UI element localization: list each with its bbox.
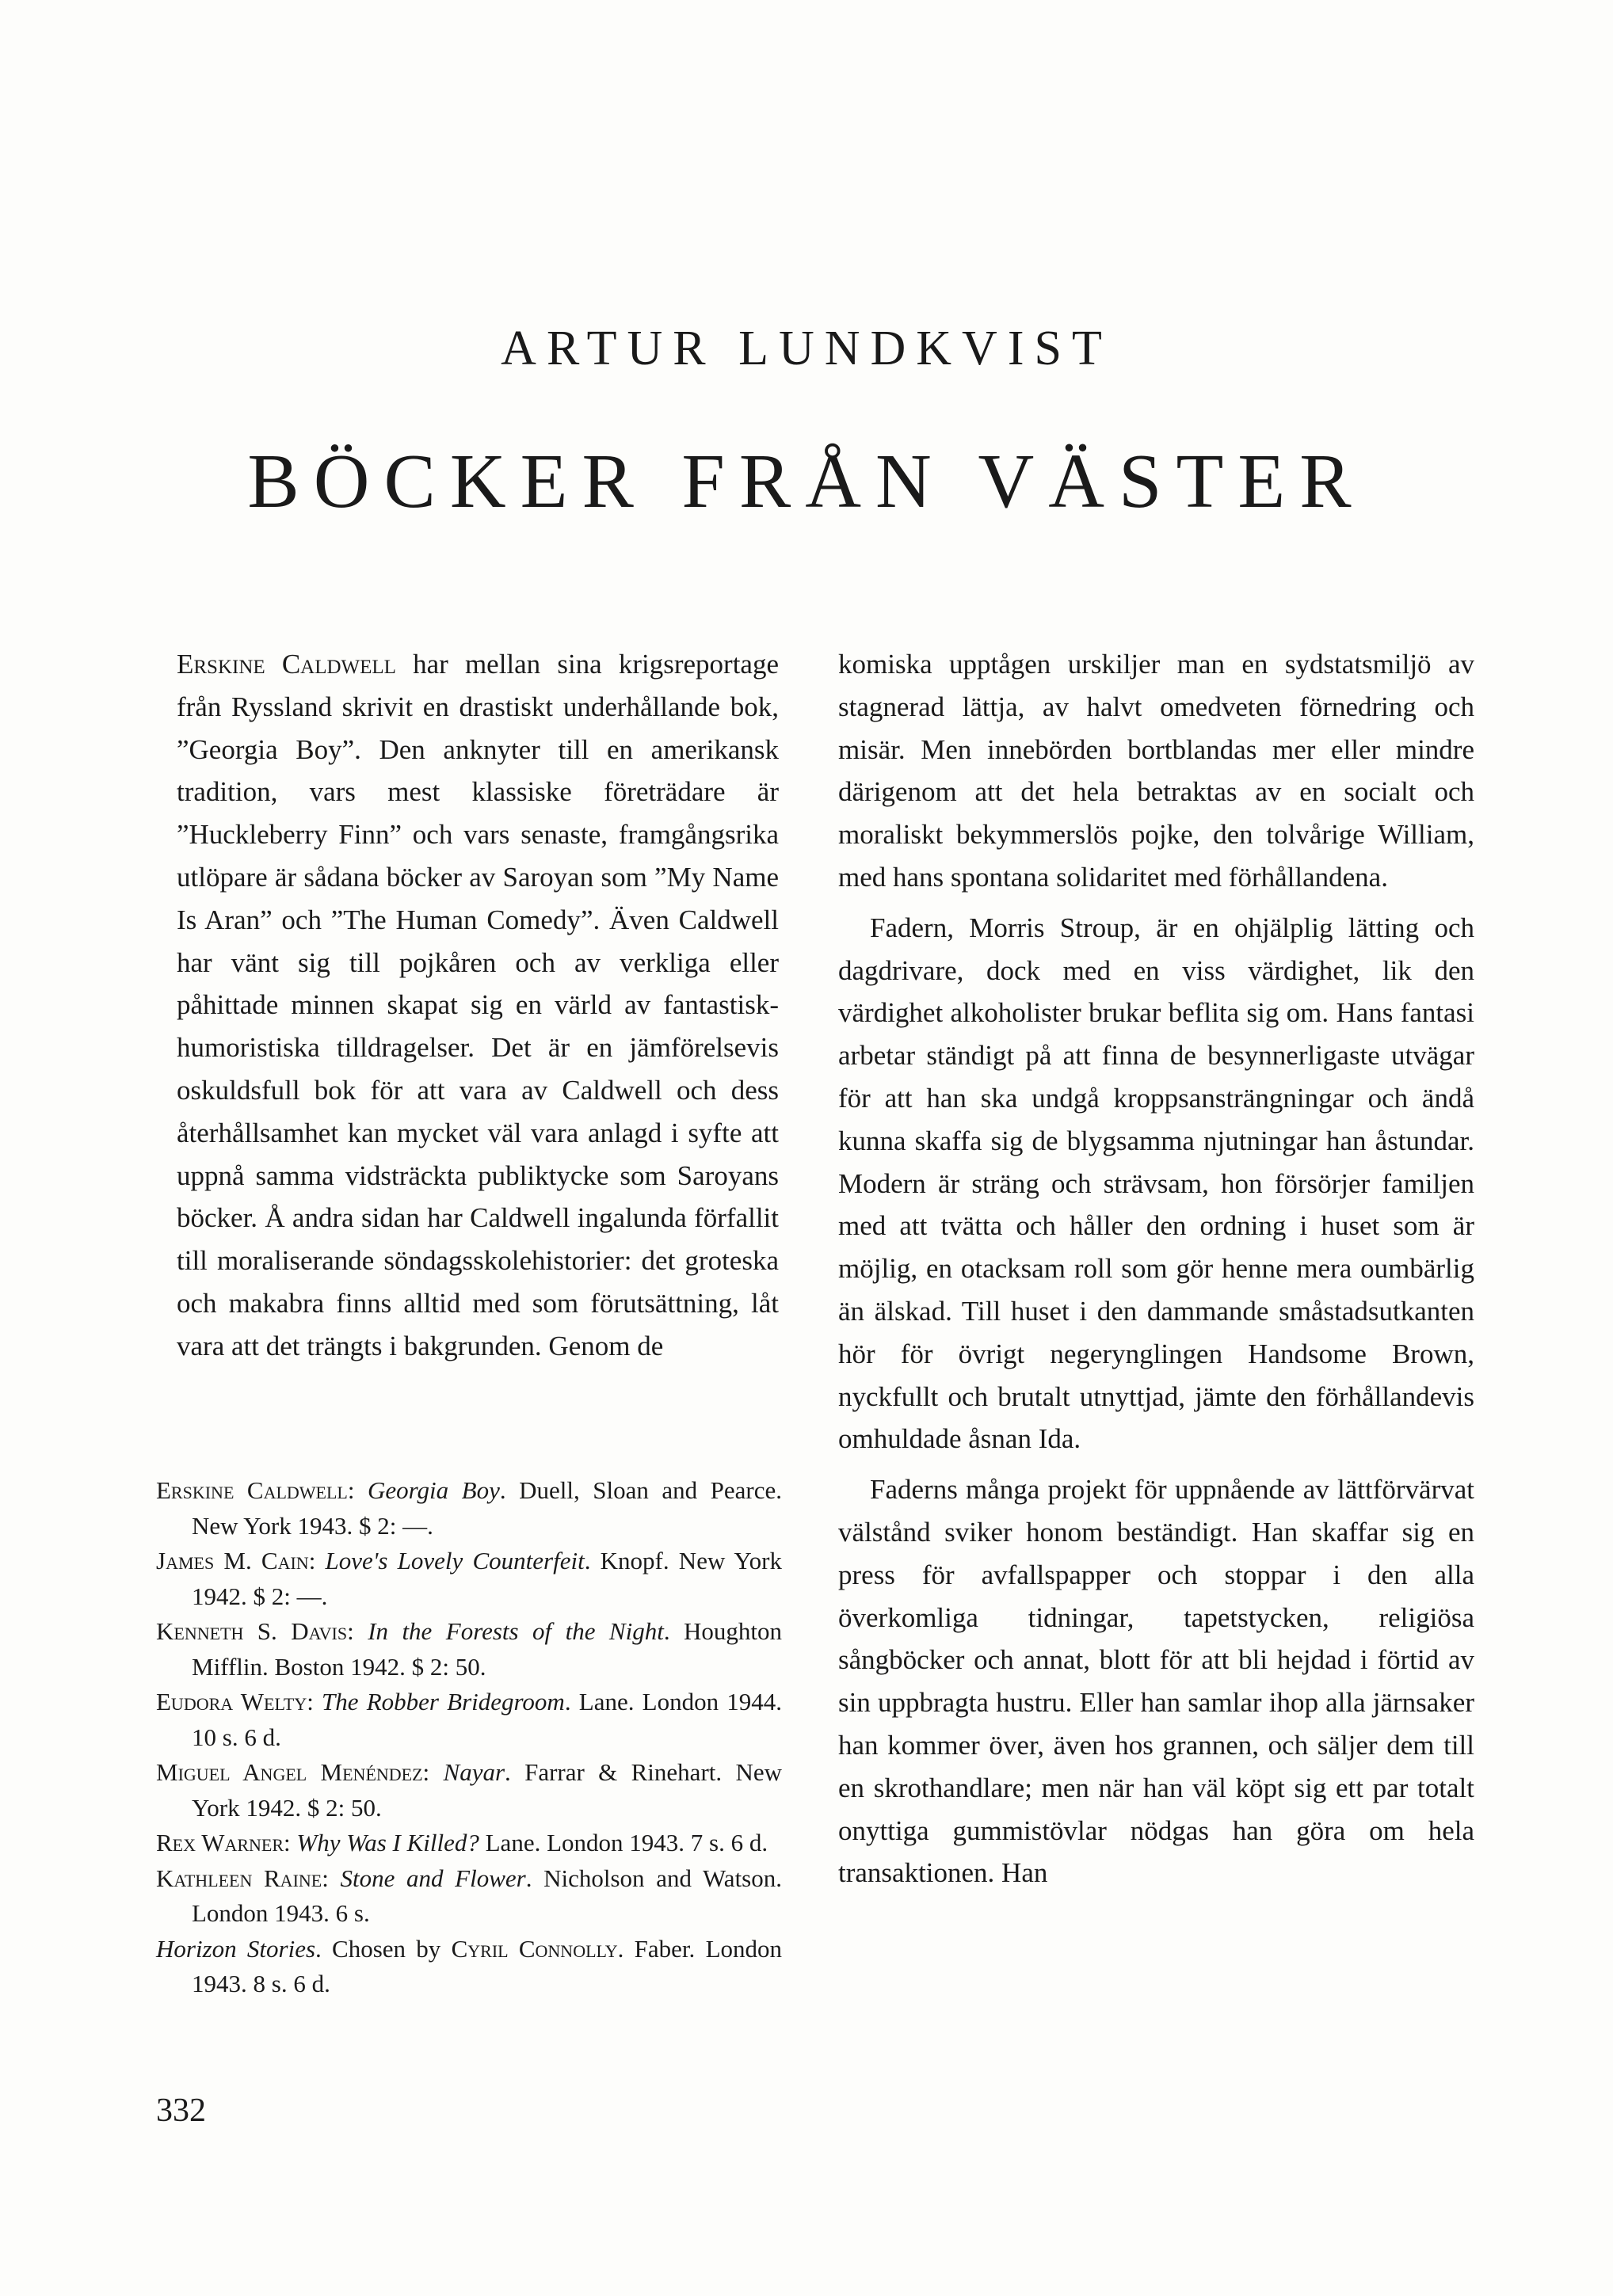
reference-work: Nayar bbox=[443, 1758, 505, 1786]
reference-details: . Faber. London 1943. 8 s. 6 d. bbox=[192, 1934, 783, 1997]
reference-item: Horizon Stories. Chosen by Cyril Connolly. Faber. London 1943. 8 s. 6 d. bbox=[156, 1934, 783, 1997]
reference-author: Erskine Caldwell bbox=[156, 1476, 348, 1504]
reference-item: Eudora Welty: The Robber Bridegroom. Lane. London 1944. 10 s. 6 d. bbox=[156, 1688, 783, 1751]
lead-author-name: Erskine Caldwell bbox=[177, 649, 396, 680]
reference-details: . Nicholson and Watson. London 1943. 6 s. bbox=[192, 1864, 782, 1927]
paragraph: Fadern, Morris Stroup, är en ohjälplig lätting och dagdrivare, dock med en viss värdighet, lik den värdighet alkoholister brukar beflita sig om. Hans fantasi arbetar ständigt på att finna de besynnerligaste utvägar för att han ska undgå kroppsansträngningar och ändå kunna skaffa sig de blygsamma njutningar han åstundar. Modern är sträng och strävsam, hon försörjer familjen med att tvätta och håller den ordning i huset som är möjlig, en otacksam roll som gör henne mera oumbärlig än älskad. Till huset i den dammande småstadsutkanten hör för övrigt negerynglingen Handsome Brown, nyckfullt och brutalt utnyttjad, jämte den förhållandevis omhuldade åsnan Ida. bbox=[838, 912, 1474, 1455]
reference-author: Miguel Angel Menéndez bbox=[156, 1758, 423, 1786]
page-number: 332 bbox=[156, 2092, 206, 2129]
reference-author: Kenneth S. Davis bbox=[156, 1617, 348, 1645]
right-column bbox=[838, 643, 1474, 1894]
reference-details: . Duell, Sloan and Pearce. New York 1943. $ 2: —. bbox=[192, 1476, 782, 1540]
reference-details: . Houghton Mifflin. Boston 1942. $ 2: 50. bbox=[192, 1617, 782, 1681]
paragraph: Faderns många projekt för uppnående av lättförvärvat välstånd sviker honom beständigt. Han skaffar sig en press för avfallspapper och stoppar i den alla överkomliga tidningar, tapetstycken, religiösa sångböcker och annat, blott för att bli hejdad i förtid av sin uppbragta hustru. Eller han samlar ihop alla järnsaker han kommer över, även hos grannen, och säljer dem till en skrothandlare; men när han väl köpt sig ett par totalt onyttiga gummistövlar nödgas han göra om hela transaktionen. Han bbox=[838, 1474, 1474, 1889]
reference-work: Horizon Stories bbox=[156, 1934, 316, 1963]
reference-editor: Cyril Connolly bbox=[451, 1934, 618, 1963]
paragraph: komiska upptågen urskiljer man en sydstatsmiljö av stagnerad lättja, av halvt omedveten förnedring och misär. Men innebörden bortblandas mer eller mindre därigenom att det hela betraktas av en socialt och moraliskt bekymmerslös pojke, den tolvårige William, med hans spontana solidaritet med förhållandena. bbox=[838, 649, 1474, 893]
reference-item: Rex Warner: Why Was I Killed? Lane. London 1943. 7 s. 6 d. bbox=[156, 1829, 768, 1856]
reference-work: Love's Lovely Counterfeit bbox=[325, 1547, 585, 1574]
reference-details: . Knopf. New York 1942. $ 2: —. bbox=[192, 1547, 783, 1610]
reference-author: Eudora Welty bbox=[156, 1688, 307, 1715]
reference-item: Kenneth S. Davis: In the Forests of the Night. Houghton Mifflin. Boston 1942. $ 2: 50. bbox=[156, 1617, 782, 1681]
reference-details: Lane. London 1943. 7 s. 6 d. bbox=[479, 1829, 768, 1856]
reference-work: In the Forests of the Night bbox=[368, 1617, 664, 1645]
reference-list bbox=[156, 1473, 782, 2002]
author-name: ARTUR LUNDKVIST bbox=[501, 322, 1112, 375]
article-title: BÖCKER FRÅN VÄSTER bbox=[247, 439, 1366, 524]
reference-author: James M. Cain bbox=[156, 1547, 309, 1574]
reference-item: Erskine Caldwell: Georgia Boy. Duell, Sloan and Pearce. New York 1943. $ 2: —. bbox=[156, 1476, 782, 1540]
reference-item: Miguel Angel Menéndez: Nayar. Farrar & Rinehart. New York 1942. $ 2: 50. bbox=[156, 1758, 783, 1822]
reference-item: Kathleen Raine: Stone and Flower. Nicholson and Watson. London 1943. 6 s. bbox=[156, 1864, 782, 1927]
reference-details: . Farrar & Rinehart. New York 1942. $ 2: 50. bbox=[192, 1758, 783, 1822]
reference-item: James M. Cain: Love's Lovely Counterfeit. Knopf. New York 1942. $ 2: —. bbox=[156, 1547, 783, 1610]
reference-work: The Robber Bridegroom bbox=[322, 1688, 565, 1715]
reference-work: Stone and Flower bbox=[340, 1864, 526, 1892]
left-column bbox=[177, 643, 779, 1368]
reference-details: . Lane. London 1944. 10 s. 6 d. bbox=[192, 1688, 783, 1751]
reference-work: Why Was I Killed? bbox=[296, 1829, 479, 1856]
paragraph-text: har mellan sina krigsreportage från Ryssland skrivit en drastiskt underhållande bok, ”Georgia Boy”. Den anknyter till en amerikansk tradition, vars mest klassiske företrädare är ”Huckleberry Finn” och vars senaste, framgångsrika utlöpare är sådana böcker av Saroyan som ”My Name Is Aran” och ”The Human Comedy”. Även Caldwell har vänt sig till pojkåren och av verkliga eller påhittade minnen skapat sig en värld av fantastisk-humoristiska tilldragelser. Det är en jämförelsevis oskuldsfull bok för att vara av Caldwell och dess återhållsamhet kan mycket väl vara anlagd i syfte att uppnå samma vidsträckta publiktycke som Saroyans böcker. Å andra sidan har Caldwell ingalunda förfallit till moraliserande söndagsskolehistorier: det groteska och makabra finns alltid med som förutsättning, låt vara att det trängts i bakgrunden. Genom de bbox=[177, 649, 780, 1361]
reference-author: Kathleen Raine bbox=[156, 1864, 322, 1892]
paragraph bbox=[177, 643, 779, 1368]
reference-work: Georgia Boy bbox=[368, 1476, 500, 1504]
reference-author: Rex Warner bbox=[156, 1829, 284, 1856]
